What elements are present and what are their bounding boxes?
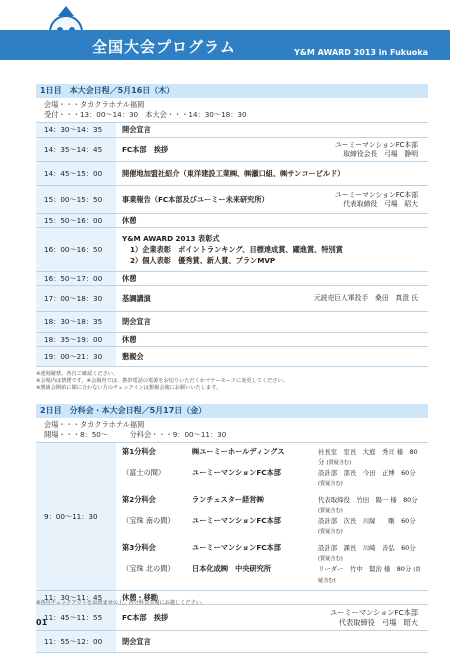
table-row — [36, 123, 428, 138]
table-row — [36, 138, 428, 162]
day1-heading: 1日目 本大会日程／5月16日（木） — [36, 84, 428, 98]
day1-notes — [36, 371, 288, 391]
session-name: 第1分科会 — [122, 447, 156, 456]
time-cell: 11：45〜11：55 — [36, 605, 116, 631]
breakout-session — [122, 447, 422, 489]
time-cell: 19：00〜21：30 — [36, 347, 116, 367]
session-room: （宝珠 北の間） — [122, 564, 175, 573]
table-row — [36, 162, 428, 186]
time-cell: 17：00〜18：30 — [36, 286, 116, 312]
speaker-cell: ユーミーマンションFC本部 代表取締役 弓場 昭大 — [330, 607, 418, 627]
qa-tag: (質疑含む) — [318, 508, 343, 514]
event-cell: 開催地加盟社紹介（東洋建設工業㈱、㈱瀬口組、㈱サンコービルド） — [116, 162, 428, 186]
event-cell: 休憩 — [116, 333, 428, 347]
session-speaker: 社長室 室長 大庭 秀亘 様 80分 — [318, 448, 418, 466]
session-speaker: 設計部 次長 川縁 剛 60分 — [318, 517, 416, 525]
award-line: 2）個人表彰 優秀賞、新人賞、プランMVP — [130, 256, 276, 265]
qa-tag: (質疑含む) — [318, 567, 421, 584]
session-title: 日本化成㈱ 中央研究所 — [192, 564, 272, 573]
qa-tag: (質疑含む) — [318, 556, 343, 562]
session-title: ㈱ユーミーホールディングス — [192, 447, 285, 456]
event-cell: 基調講演 — [116, 286, 295, 312]
session-title: ユーミーマンションFC本部 — [192, 516, 281, 525]
day1-schedule-table — [36, 122, 428, 367]
time-cell: 16：50〜17：00 — [36, 272, 116, 286]
session-title: ランチェスター経営㈱ — [192, 495, 264, 504]
session-speaker: 設計部 部長 今田 正博 60分 — [318, 469, 416, 477]
event-cell: 休憩 — [116, 272, 428, 286]
event-cell: FC本部 挨拶 — [122, 612, 169, 622]
time-cell: 14：35〜14：45 — [36, 138, 116, 162]
page-number: 01 — [36, 618, 48, 627]
qa-tag: (質疑含む) — [318, 481, 343, 487]
time-cell: 18：35〜19：00 — [36, 333, 116, 347]
time-cell: 11：30〜11：45 — [36, 591, 116, 605]
table-row — [36, 333, 428, 347]
event-cell: 休憩 — [116, 214, 428, 228]
speaker-cell: ユーミーマンションFC本部 代表取締役 弓場 昭大 — [295, 186, 428, 214]
day1-venue: 会場・・・タカクラホテル福岡 — [44, 100, 145, 109]
table-row — [36, 214, 428, 228]
table-row — [36, 605, 428, 631]
session-speaker: リーダー 竹中 賢治 様 80分 — [318, 565, 412, 573]
event-cell: FC本部 挨拶 — [116, 138, 295, 162]
time-cell: 9：00〜11：30 — [36, 443, 116, 591]
qa-tag: (質疑含む) — [318, 529, 343, 535]
table-row — [36, 286, 428, 312]
table-row — [36, 186, 428, 214]
day2-heading: 2日目 分科会・本大会日程／5月17日（金） — [36, 404, 428, 418]
event-cell: 事業報告（FC本部及びユーミー未来研究所） — [116, 186, 295, 214]
event-cell: 開会宣言 — [116, 123, 295, 138]
note-line: ※遅刻厳禁。各自ご確認ください。 — [36, 371, 119, 377]
table-row — [36, 443, 428, 591]
page-title: 全国大会プログラム — [92, 38, 236, 56]
table-row — [36, 347, 428, 367]
event-cell: Y&M AWARD 2013 表彰式 — [122, 234, 220, 243]
event-cell: 閉会宣言 — [116, 631, 428, 653]
time-cell: 14：30〜14：35 — [36, 123, 116, 138]
qa-tag: (質疑含む) — [326, 460, 352, 466]
session-title: ユーミーマンションFC本部 — [192, 468, 281, 477]
session-title: ユーミーマンションFC本部 — [192, 543, 281, 552]
day2-opening: 開場・・・8：50〜 分科会・・・9：00〜11：30 — [44, 430, 227, 439]
day1-reception: 受付・・・13：00〜14：30 本大会・・・14：30〜18：30 — [44, 110, 247, 119]
session-name: 第3分科会 — [122, 543, 156, 552]
session-speaker: 設計部 課長 川崎 善弘 60分 — [318, 544, 416, 552]
session-room: （宝珠 南の間） — [122, 516, 175, 525]
session-name: 第2分科会 — [122, 495, 156, 504]
award-line: 1）企業表彰 ポイントランキング、目標達成賞、躍進賞、特別賞 — [130, 245, 343, 254]
table-row — [36, 228, 428, 272]
time-cell: 11：55〜12：00 — [36, 631, 116, 653]
table-row — [36, 631, 428, 653]
time-cell: 14：45〜15：00 — [36, 162, 116, 186]
breakout-session — [122, 543, 422, 586]
time-cell: 15：50〜16：00 — [36, 214, 116, 228]
day2-note: ※各自チェックアウトをお済ませの上、各分科会会場にお越しください。 — [36, 600, 207, 606]
table-row — [36, 312, 428, 333]
time-cell: 16：00〜16：50 — [36, 228, 116, 272]
event-cell: 休憩・移動 — [116, 591, 428, 605]
event-cell: 懇親会 — [116, 347, 428, 367]
speaker-cell: 元読売巨人軍投手 桑田 真澄 氏 — [295, 286, 428, 312]
event-subtitle: Y&M AWARD 2013 in Fukuoka — [294, 48, 428, 57]
session-speaker: 代表取締役 竹田 陽一 様 80分 — [318, 496, 418, 504]
speaker-cell: ユーミーマンションFC本部 取締役会長 弓場 静明 — [295, 138, 428, 162]
day2-venue: 会場・・・タカクラホテル福岡 — [44, 420, 145, 429]
session-room: （富士の間） — [122, 468, 166, 477]
day2-schedule-table — [36, 442, 428, 653]
table-row — [36, 272, 428, 286]
note-line: ※会場内は禁煙です。※会場内では、携帯電話の電源をお切りいただくかマナーモードに変更してください。 — [36, 377, 288, 384]
note-line: ※懇親会開始に間に合わない方のチェックインは懇親会後にお願いいたします。 — [36, 384, 222, 391]
breakout-session — [122, 495, 422, 537]
time-cell: 15：00〜15：50 — [36, 186, 116, 214]
event-cell: 閉会宣言 — [116, 312, 428, 333]
time-cell: 18：30〜18：35 — [36, 312, 116, 333]
